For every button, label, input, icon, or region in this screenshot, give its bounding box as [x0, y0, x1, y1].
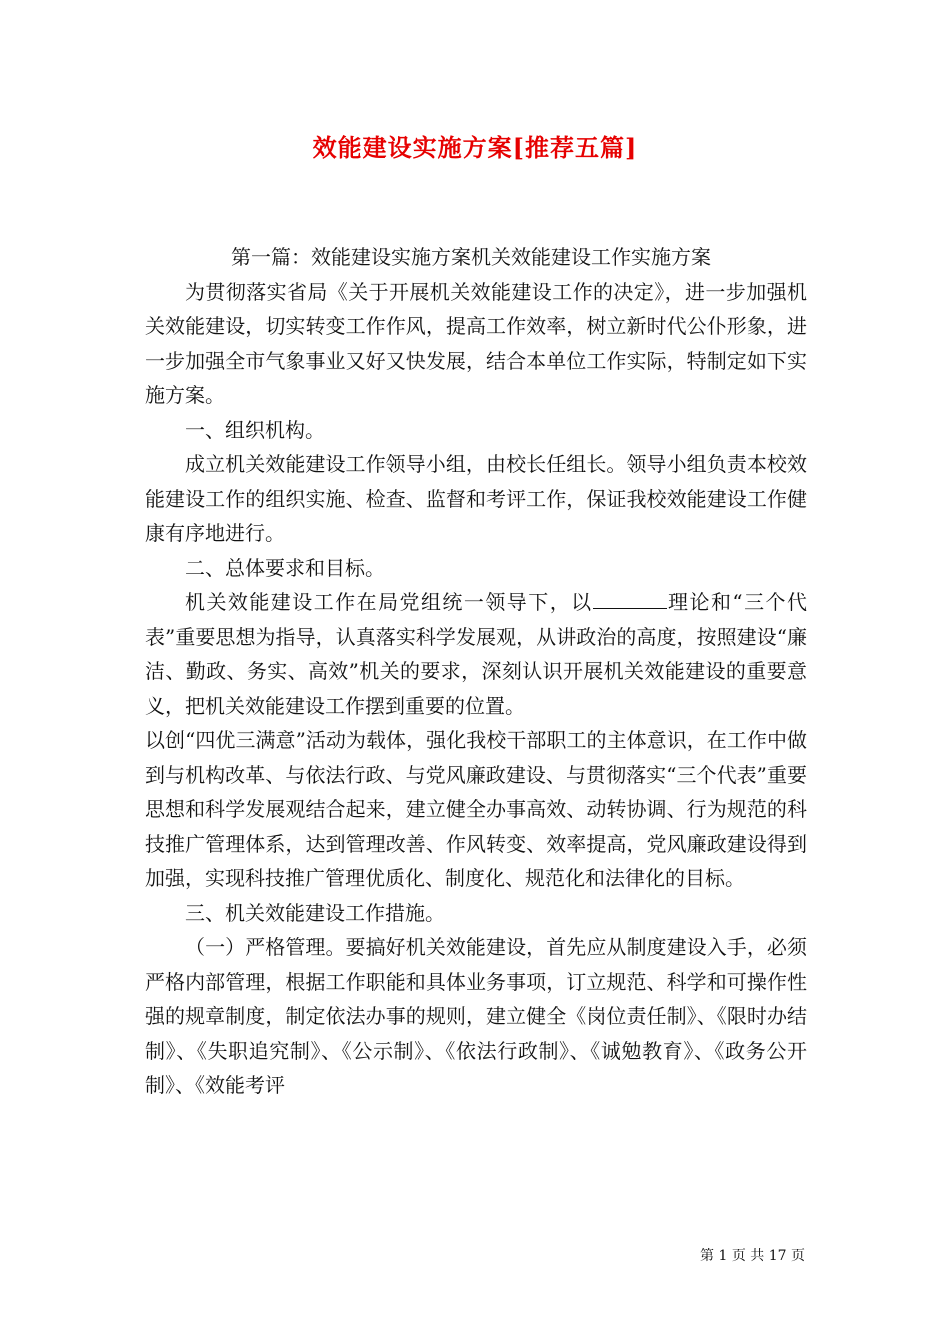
paragraph-requirements-start: 机关效能建设工作在局党组统一领导下，以	[185, 590, 593, 614]
document-body	[145, 240, 807, 1103]
heading-measures: 三、机关效能建设工作措施。	[185, 900, 445, 925]
page-number: 第 1 页 共 17 页	[700, 1248, 805, 1264]
paragraph-organization: 成立机关效能建设工作领导小组，由校长任组长。领导小组负责本校效能建设工作的组织实施、检查、监督和考评工作，保证我校效能建设工作健康有序地进行。	[145, 452, 807, 545]
paragraph-activity: 以创“四优三满意”活动为载体，强化我校干部职工的主体意识，在工作中做到与机构改革、与依法行政、与党风廉政建设、与贯彻落实“三个代表”重要思想和科学发展观结合起来，建立健全办事高效、动转协调、行为规范的科技推广管理体系，达到管理改善、作风转变、效率提高，党风廉政建设得到加强，实现科技推广管理优质化、制度化、规范化和法律化的目标。	[145, 728, 807, 890]
heading-organization: 一、组织机构。	[185, 417, 325, 442]
section-heading-first: 第一篇：效能建设实施方案机关效能建设工作实施方案	[231, 245, 711, 269]
fill-in-blank	[593, 590, 667, 609]
paragraph-requirements	[145, 585, 807, 723]
paragraph-strict-management: （一）严格管理。要搞好机关效能建设，首先应从制度建设入手，必须严格内部管理，根据工作职能和具体业务事项，订立规范、科学和可操作性强的规章制度，制定依法办事的规则，建立健全《岗位责任制》、《限时办结制》、《失职追究制》、《公示制》、《依法行政制》、《诚勉教育》、《政务公开制》、《效能考评	[145, 935, 807, 1097]
document-title: 效能建设实施方案[推荐五篇]	[312, 133, 638, 162]
paragraph-requirements-rest: 理论和“三个代表”重要思想为指导，认真落实科学发展观，从讲政治的高度，按照建设“廉洁、勤政、务实、高效”机关的要求，深刻认识开展机关效能建设的重要意义，把机关效能建设工作摆到重要的位置。	[145, 590, 808, 718]
paragraph-intro: 为贯彻落实省局《关于开展机关效能建设工作的决定》，进一步加强机关效能建设，切实转变工作作风，提高工作效率，树立新时代公仆形象，进一步加强全市气象事业又好又快发展，结合本单位工作实际，特制定如下实施方案。	[145, 279, 807, 407]
heading-requirements: 二、总体要求和目标。	[185, 555, 385, 580]
